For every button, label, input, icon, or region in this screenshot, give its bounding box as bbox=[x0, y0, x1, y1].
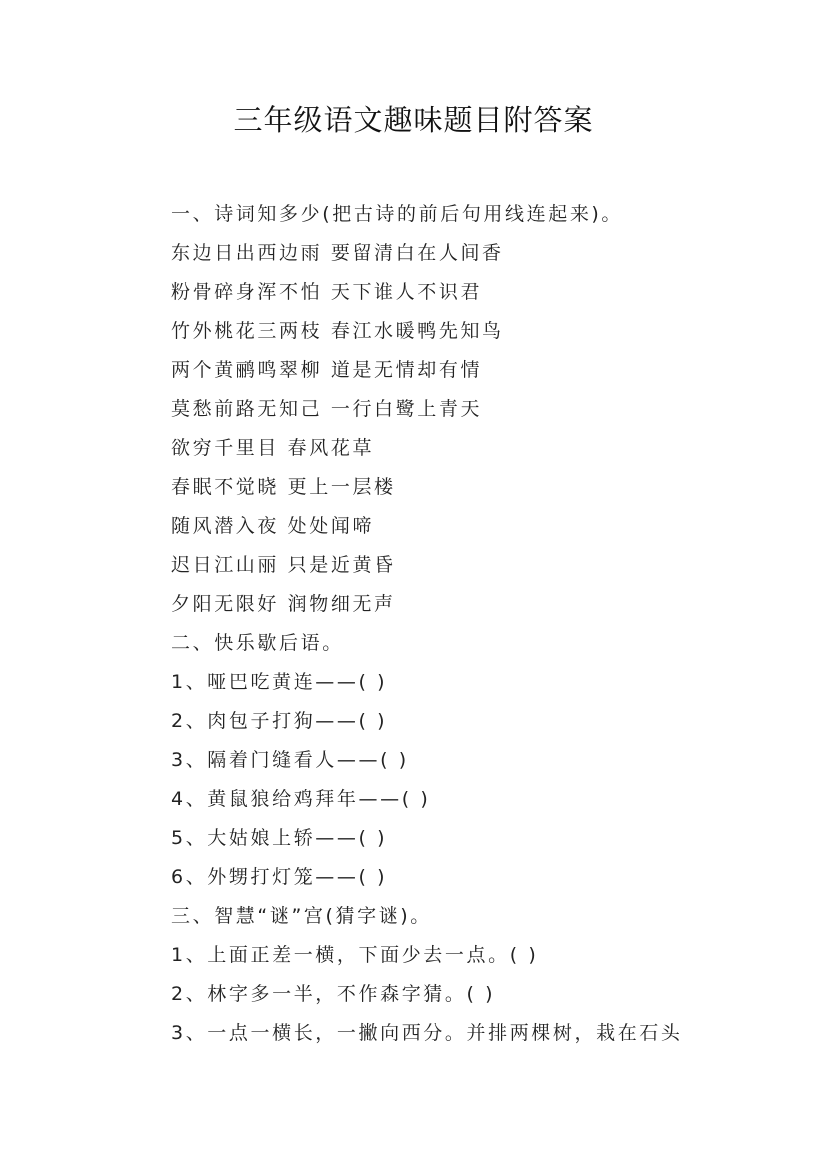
poem-line: 两个黄鹂鸣翠柳 道是无情却有情 bbox=[171, 359, 483, 381]
poem-line: 迟日江山丽 只是近黄昏 bbox=[171, 554, 396, 576]
section-heading-xiehouyu: 二、快乐歇后语。 bbox=[171, 632, 344, 654]
xiehouyu-item: 3、隔着门缝看人——( ) bbox=[171, 749, 409, 771]
riddle-item: 3、一点一横长，一撇向西分。并排两棵树，栽在石头 bbox=[171, 1022, 683, 1044]
document-title: 三年级语文趣味题目附答案 bbox=[233, 103, 594, 137]
xiehouyu-item: 2、肉包子打狗——( ) bbox=[171, 710, 388, 732]
poem-line: 夕阳无限好 润物细无声 bbox=[171, 593, 396, 615]
poem-line: 随风潜入夜 处处闻啼 bbox=[171, 515, 375, 537]
riddle-item: 1、上面正差一横，下面少去一点。( ) bbox=[171, 944, 539, 966]
xiehouyu-item: 1、哑巴吃黄连——( ) bbox=[171, 671, 388, 693]
section-heading-riddles: 三、智慧“谜”宫(猜字谜)。 bbox=[171, 905, 432, 927]
xiehouyu-item: 4、黄鼠狼给鸡拜年——( ) bbox=[171, 788, 431, 810]
xiehouyu-item: 5、大姑娘上轿——( ) bbox=[171, 827, 388, 849]
poem-line: 东边日出西边雨 要留清白在人间香 bbox=[171, 242, 504, 264]
poem-line: 欲穷千里目 春风花草 bbox=[171, 437, 375, 459]
riddle-item: 2、林字多一半，不作森字猜。( ) bbox=[171, 983, 496, 1005]
poem-line: 竹外桃花三两枝 春江水暖鸭先知鸟 bbox=[171, 320, 504, 342]
poem-line: 春眠不觉晓 更上一层楼 bbox=[171, 476, 396, 498]
xiehouyu-item: 6、外甥打灯笼——( ) bbox=[171, 866, 388, 888]
poem-line: 粉骨碎身浑不怕 天下谁人不识君 bbox=[171, 281, 483, 303]
document-body bbox=[171, 195, 731, 1053]
section-heading-poetry: 一、诗词知多少(把古诗的前后句用线连起来)。 bbox=[171, 203, 624, 225]
poem-line: 莫愁前路无知己 一行白鹭上青天 bbox=[171, 398, 483, 420]
